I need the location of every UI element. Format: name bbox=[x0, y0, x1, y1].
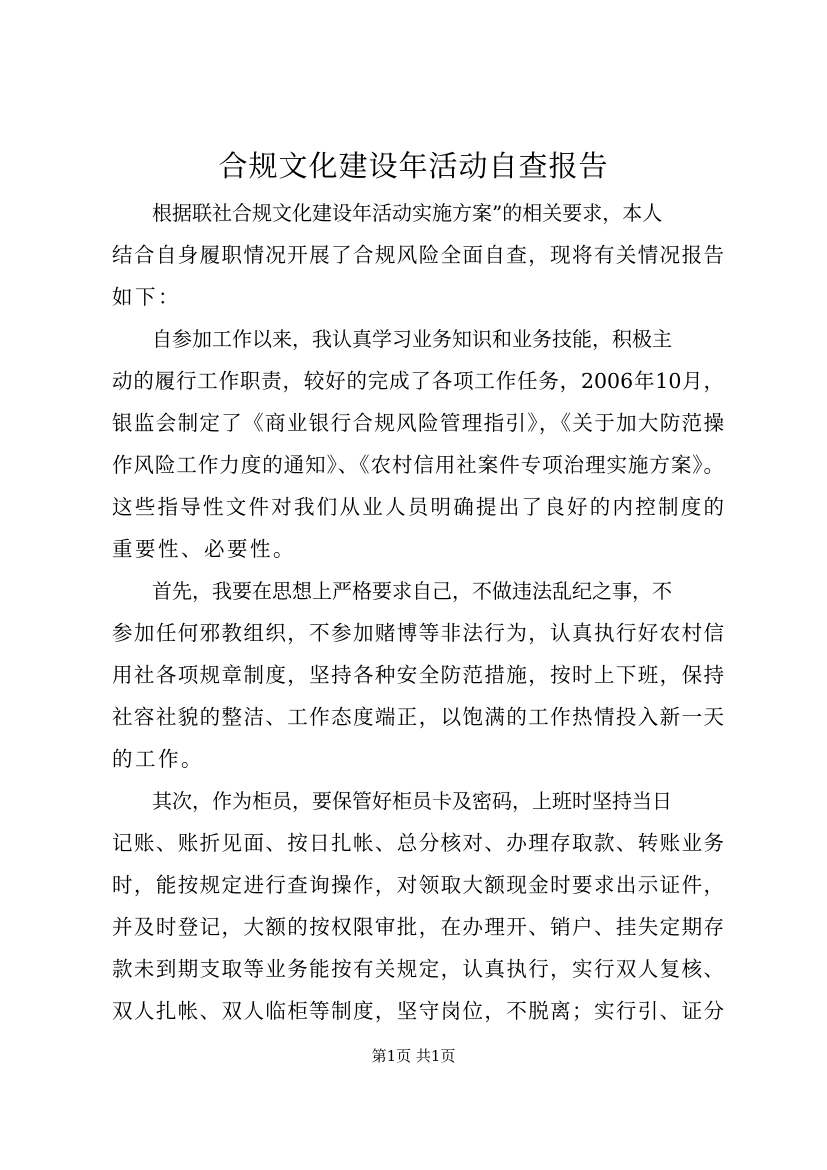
body-line: 结合自身履职情况开展了合规风险全面自查，现将有关情况报告 bbox=[112, 243, 724, 267]
body-line: 款未到期支取等业务能按有关规定，认真执行，实行双人复核、 bbox=[112, 957, 724, 981]
body-line: 动的履行工作职责，较好的完成了各项工作任务，2006年10月， bbox=[112, 369, 724, 393]
body-line: 自参加工作以来，我认真学习业务知识和业务技能，积极主 bbox=[112, 327, 672, 351]
body-line: 并及时登记，大额的按权限审批，在办理开、销户、挂失定期存 bbox=[112, 915, 724, 939]
document-title: 合规文化建设年活动自查报告 bbox=[218, 149, 609, 183]
body-line: 参加任何邪教组织，不参加赌博等非法行为，认真执行好农村信 bbox=[112, 621, 724, 645]
body-line: 如下： bbox=[112, 285, 181, 309]
body-line: 重要性、必要性。 bbox=[112, 537, 296, 561]
body-line: 首先，我要在思想上严格要求自己，不做违法乱纪之事，不 bbox=[112, 579, 672, 603]
body-line: 双人扎帐、双人临柜等制度，坚守岗位，不脱离；实行引、证分 bbox=[112, 999, 724, 1023]
body-line: 作风险工作力度的通知》、《农村信用社案件专项治理实施方案》。 bbox=[112, 453, 724, 477]
body-line: 的工作。 bbox=[112, 747, 204, 771]
body-line: 记账、账折见面、按日扎帐、总分核对、办理存取款、转账业务 bbox=[112, 831, 724, 855]
body-line: 时，能按规定进行查询操作，对领取大额现金时要求出示证件， bbox=[112, 873, 724, 897]
body-line: 社容社貌的整洁、工作态度端正，以饱满的工作热情投入新一天 bbox=[112, 705, 724, 729]
body-line: 这些指导性文件对我们从业人员明确提出了良好的内控制度的 bbox=[112, 495, 724, 519]
body-line: 其次，作为柜员，要保管好柜员卡及密码，上班时坚持当日 bbox=[112, 789, 672, 813]
page-footer: 第1页 共1页 bbox=[371, 1047, 456, 1065]
body-line: 根据联社合规文化建设年活动实施方案”的相关要求，本人 bbox=[112, 201, 663, 225]
body-line: 用社各项规章制度，坚持各种安全防范措施，按时上下班，保持 bbox=[112, 663, 724, 687]
body-line: 银监会制定了《商业银行合规风险管理指引》，《关于加大防范操 bbox=[112, 411, 724, 435]
